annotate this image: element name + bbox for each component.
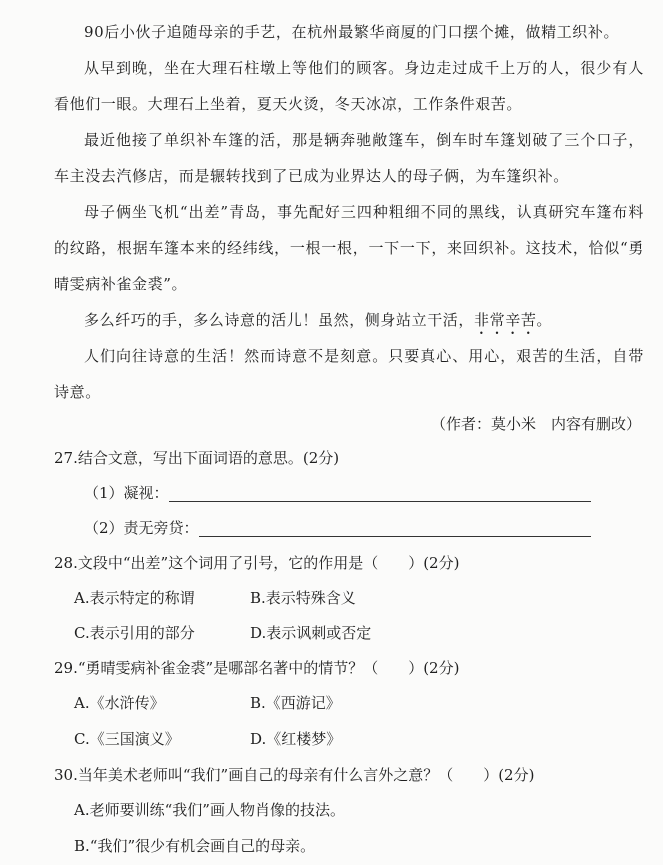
question-30-option-b[interactable]: B.“我们”很少有机会画自己的母亲。 xyxy=(74,837,316,855)
passage-paragraph-5 xyxy=(54,302,644,338)
answer-blank-1[interactable] xyxy=(169,483,591,502)
p5-text-before: 多么纤巧的手，多么诗意的活儿！虽然，侧身站立干活， xyxy=(84,311,475,329)
p5-text-after: 。 xyxy=(536,311,553,329)
passage-attribution: （作者：莫小米 内容有删改） xyxy=(430,415,641,433)
passage-paragraph-3: 最近他接了单织补车篷的活，那是辆奔驰敞篷车，倒车时车篷划破了三个口子，车主没去汽修店，而是辗转找到了已成为业界达人的母子俩，为车篷织补。 xyxy=(54,131,644,185)
passage-paragraph-6: 人们向往诗意的生活！然而诗意不是刻意。只要真心、用心，艰苦的生活，自带诗意。 xyxy=(54,347,644,401)
passage-paragraph-1: 90后小伙子追随母亲的手艺，在杭州最繁华商厦的门口摆个摊，做精工织补。 xyxy=(84,23,620,41)
question-29-option-d[interactable]: D.《红楼梦》 xyxy=(250,730,342,748)
question-29-option-c[interactable]: C.《三国演义》 xyxy=(74,730,180,748)
answer-blank-2[interactable] xyxy=(199,518,591,537)
question-28-option-d[interactable]: D.表示讽刺或否定 xyxy=(250,624,372,642)
question-30-stem: 30.当年美术老师叫“我们”画自己的母亲有什么言外之意？（ ）(2分) xyxy=(54,766,535,784)
question-28-stem: 28.文段中“出差”这个词用了引号，它的作用是（ ）(2分) xyxy=(54,554,460,572)
question-29-option-a[interactable]: A.《水浒传》 xyxy=(74,694,165,712)
question-27-item-1 xyxy=(84,481,591,505)
passage-paragraph-2: 从早到晚，坐在大理石柱墩上等他们的顾客。身边走过成千上万的人，很少有人看他们一眼。大理石上坐着，夏天火烫，冬天冰凉，工作条件艰苦。 xyxy=(54,59,644,113)
question-27-item-2 xyxy=(84,516,591,540)
question-27-stem: 27.结合文意，写出下面词语的意思。(2分) xyxy=(54,449,340,467)
question-29-stem: 29.“勇晴雯病补雀金裘”是哪部名著中的情节？（ ）(2分) xyxy=(54,659,460,677)
question-28-option-b[interactable]: B.表示特殊含义 xyxy=(250,589,356,607)
question-29-option-b[interactable]: B.《西游记》 xyxy=(250,694,341,712)
question-30-option-a[interactable]: A.老师要训练“我们”画人物肖像的技法。 xyxy=(74,801,345,819)
question-27-item-2-label: （2）责无旁贷： xyxy=(84,519,199,537)
p5-emphasis: 非常辛苦 xyxy=(474,311,537,329)
question-28-option-c[interactable]: C.表示引用的部分 xyxy=(74,624,195,642)
question-28-option-a[interactable]: A.表示特定的称谓 xyxy=(74,589,195,607)
passage-paragraph-4: 母子俩坐飞机“出差”青岛，事先配好三四种粗细不同的黑线，认真研究车篷布料的纹路，根据车篷本来的经纬线，一根一根，一下一下，来回织补。这技术，恰似“勇晴雯病补雀金裘”。 xyxy=(54,203,644,293)
question-27-item-1-label: （1）凝视： xyxy=(84,484,169,502)
